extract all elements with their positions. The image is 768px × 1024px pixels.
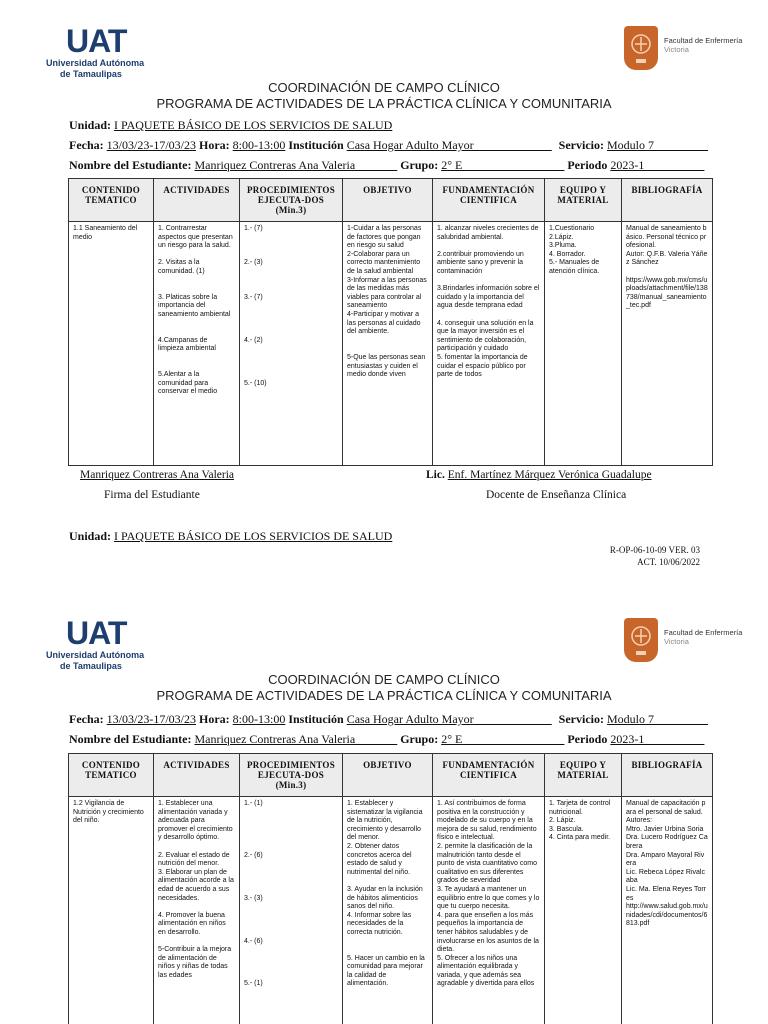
actividades-cell <box>154 222 240 466</box>
column-header: ACTIVIDADES <box>154 179 240 222</box>
hora-value: 8:00-13:00 <box>232 712 286 726</box>
periodo-value: 2023-1__________ <box>610 158 705 172</box>
uat-name-line1: Universidad Autónoma <box>46 650 145 660</box>
hora-label: Hora: <box>199 712 230 726</box>
procedimientos-cell <box>240 797 343 1024</box>
equipo-cell <box>545 222 622 466</box>
cell-text: Manual de saneamiento básico. Personal técnico profesional. Autor: Q.F.B. Valeria Yáñez Sánchez https://www.gob.mx/cms/uploads/attachment/file/138738/manual_saneamiento_tec.pdf <box>626 225 708 310</box>
bibliografia-cell <box>622 222 713 466</box>
column-header: FUNDAMENTACIÓN CIENTIFICA <box>433 754 545 797</box>
cell-text: 1. Así contribuimos de forma positiva en la construcción y modelado de su cuerpo y en la mejora de su salud, rendimiento físico e intelectual. 2. permite la clasificación de la malnutrición tanto desde el punto de vista cuantitativo como cualitativo en sus diferentes grados de severidad 3. Te ayudará a mantener un equilibrio entre lo que comes y lo que tu cuerpo necesita. 4. para que enseñen a los más pequeños la importancia de tener hábitos saludables y de involucrarse en los asuntos de la dieta. 5. Ofrecer a los niños una alimentación equilibrada y variada, y que además sea agradable y divertida para ellos <box>437 800 540 988</box>
student-signature-name: Manriquez Contreras Ana Valeria <box>80 469 235 481</box>
uat-logo <box>46 616 186 672</box>
uat-name-line1: Universidad Autónoma <box>46 58 145 68</box>
document-subtitle: PROGRAMA DE ACTIVIDADES DE LA PRÁCTICA CLÍNICA Y COMUNITARIA <box>156 96 612 111</box>
grupo-value: 2° E_________________ <box>441 732 565 746</box>
column-header: CONTENIDO TEMATICO <box>69 754 154 797</box>
institucion-value: Casa Hogar Adulto Mayor_____________ <box>346 138 552 152</box>
fecha-line <box>69 138 708 153</box>
faculty-logo <box>624 26 744 74</box>
unidad-label: Unidad: <box>69 529 112 543</box>
cell-text: 1.Cuestionario 2.Lápiz. 3.Pluma. 4. Borrador. 5.- Manuales de atención clínica. <box>549 225 600 275</box>
equipo-cell <box>545 797 622 1024</box>
institucion-label: Institución <box>288 712 344 726</box>
nombre-label: Nombre del Estudiante: <box>69 158 192 172</box>
periodo-label: Periodo <box>567 732 608 746</box>
document-page-2 <box>0 592 768 1024</box>
grupo-label: Grupo: <box>400 732 439 746</box>
periodo-value: 2023-1__________ <box>610 732 705 746</box>
activities-table <box>68 753 713 1024</box>
fecha-value: 13/03/23-17/03/23 <box>106 712 196 726</box>
cell-text: 1.- (7) 2.- (3) 3.- (7) 4.- (2) 5.- (10) <box>244 225 267 387</box>
grupo-label: Grupo: <box>400 158 439 172</box>
institucion-label: Institución <box>288 138 344 152</box>
cell-text: 1. Contrarrestar aspectos que presentan un riesgo para la salud. 2. Visitas a la comunidad. (1) 3. Platicas sobre la importancia del saneamiento ambiental 4.Campanas de limpieza ambiental 5.Alentar a la comunidad para conservar el medio <box>158 225 233 396</box>
cell-text: 1.1 Saneamiento del medio <box>73 225 138 241</box>
nombre-line <box>69 158 704 173</box>
uat-logo-mark: UAT <box>66 615 127 651</box>
cell-text: 1.2 Vigilancia de Nutrición y crecimiento del niño. <box>73 800 144 825</box>
grupo-value: 2° E_________________ <box>441 158 565 172</box>
faculty-seal-icon <box>624 26 658 70</box>
column-header: ACTIVIDADES <box>154 754 240 797</box>
reference-code: R-OP-06-10-09 VER. 03 <box>609 545 700 555</box>
cell-text: 1-Cuidar a las personas de factores que pongan en riesgo su salud 2-Colaborar para un correcto mantenimiento de la salud ambiental 3-Informar a las personas de las medidas más viables para controlar al saneamiento 4-Participar y motivar a las personas al cuidado del ambiente. 5-Que las personas sean entusiastas y cuiden el medio donde viven <box>347 225 427 379</box>
cell-text: 1. alcanzar niveles crecientes de salubridad ambiental. 2.contribuir promoviendo un ambiente sano y prevenir la contaminación 3.Brindarles información sobre el cuidado y la importancia del agua desde temprana edad 4. conseguir una solución en la que la mayor inversión es el sentimiento de colaboración, participación y cuidado 5. fomentar la importancia de cuidar el espacio público por parte de todos <box>437 225 540 379</box>
column-header: CONTENIDO TEMATICO <box>69 179 154 222</box>
nombre-value: Manriquez Contreras Ana Valeria_______ <box>194 732 398 746</box>
contenido-cell <box>69 222 154 466</box>
document-subtitle: PROGRAMA DE ACTIVIDADES DE LA PRÁCTICA CLÍNICA Y COMUNITARIA <box>156 688 612 703</box>
unidad-repeat-line <box>69 529 392 544</box>
fundamentacion-cell <box>433 222 545 466</box>
faculty-name <box>664 628 742 646</box>
document-title: COORDINACIÓN DE CAMPO CLÍNICO <box>268 80 500 95</box>
table-header-row <box>69 179 713 222</box>
procedimientos-cell <box>240 222 343 466</box>
cell-text: 1.- (1) 2.- (6) 3.- (3) 4.- (6) 5.- (1) <box>244 800 263 988</box>
faculty-logo <box>624 618 744 666</box>
column-header: EQUIPO Y MATERIAL <box>545 179 622 222</box>
uat-logo-mark: UAT <box>66 23 127 59</box>
table-row <box>69 797 713 1024</box>
teacher-signature <box>426 469 652 481</box>
faculty-name <box>664 36 742 54</box>
student-signature-caption: Firma del Estudiante <box>104 489 200 501</box>
faculty-line1: Facultad de Enfermería <box>664 628 743 637</box>
table-header-row <box>69 754 713 797</box>
uat-name-line2: de Tamaulipas <box>60 69 122 79</box>
objetivo-cell <box>343 222 433 466</box>
nombre-value: Manriquez Contreras Ana Valeria_______ <box>194 158 398 172</box>
servicio-value: Modulo 7_________ <box>607 138 709 152</box>
servicio-value: Modulo 7_________ <box>607 712 709 726</box>
actividades-cell <box>154 797 240 1024</box>
unidad-label: Unidad: <box>69 118 112 132</box>
institucion-value: Casa Hogar Adulto Mayor_____________ <box>346 712 552 726</box>
document-title: COORDINACIÓN DE CAMPO CLÍNICO <box>268 672 500 687</box>
column-header: BIBLIOGRAFÍA <box>622 754 713 797</box>
objetivo-cell <box>343 797 433 1024</box>
fecha-value: 13/03/23-17/03/23 <box>106 138 196 152</box>
fecha-label: Fecha: <box>69 712 104 726</box>
teacher-signature-caption: Docente de Enseñanza Clínica <box>486 489 627 501</box>
uat-name-line2: de Tamaulipas <box>60 661 122 671</box>
periodo-label: Periodo <box>567 158 608 172</box>
activities-table <box>68 178 713 466</box>
faculty-line1: Facultad de Enfermería <box>664 36 743 45</box>
hora-value: 8:00-13:00 <box>232 138 286 152</box>
column-header: OBJETIVO <box>343 179 433 222</box>
contenido-cell <box>69 797 154 1024</box>
teacher-title: Lic. <box>426 469 445 481</box>
uat-logo <box>46 24 186 80</box>
servicio-label: Servicio: <box>558 138 604 152</box>
cell-text: Manual de capacitación para el personal de salud. Autores: Mtro. Javier Urbina Soria Dra. Lucero Rodríguez Cabrera Dra. Amparo Mayoral Rivera Lic. Rebeca López Rivalcaba Lic. Ma. Elena Reyes Torres http://www.salud.gob.mx/unidades/cdi/documentos/6813.pdf <box>626 800 708 928</box>
servicio-label: Servicio: <box>558 712 604 726</box>
unidad-line <box>69 118 392 133</box>
hora-label: Hora: <box>199 138 230 152</box>
fecha-label: Fecha: <box>69 138 104 152</box>
column-header: PROCEDIMIENTOS EJECUTA-DOS (Min.3) <box>240 754 343 797</box>
column-header: OBJETIVO <box>343 754 433 797</box>
unidad-value: I PAQUETE BÁSICO DE LOS SERVICIOS DE SALUD <box>114 529 393 543</box>
column-header: EQUIPO Y MATERIAL <box>545 754 622 797</box>
column-header: PROCEDIMIENTOS EJECUTA-DOS (Min.3) <box>240 179 343 222</box>
bibliografia-cell <box>622 797 713 1024</box>
teacher-name: Enf. Martínez Márquez Verónica Guadalupe <box>447 469 652 481</box>
unidad-value: I PAQUETE BÁSICO DE LOS SERVICIOS DE SALUD <box>114 118 393 132</box>
fecha-line <box>69 712 708 727</box>
document-reference <box>610 544 700 568</box>
cell-text: 1. Establecer una alimentación variada y adecuada para promover el crecimiento y desarrollo óptimo. 2. Evaluar el estado de nutrición del menor. 3. Elaborar un plan de alimentación acorde a la edad de acuerdo a sus necesidades. 4. Promover la buena alimentación en niños en desarrollo. 5-Contribuir a la mejora de alimentación de niños y niñas de todas las edades <box>158 800 234 979</box>
faculty-line2: Victoria <box>664 637 689 646</box>
faculty-seal-icon <box>624 618 658 662</box>
nombre-line <box>69 732 704 747</box>
column-header: FUNDAMENTACIÓN CIENTIFICA <box>433 179 545 222</box>
fundamentacion-cell <box>433 797 545 1024</box>
reference-date: ACT. 10/06/2022 <box>637 557 700 567</box>
faculty-line2: Victoria <box>664 45 689 54</box>
nombre-label: Nombre del Estudiante: <box>69 732 192 746</box>
cell-text: 1. Establecer y sistematizar la vigilancia de la nutrición, crecimiento y desarrollo del menor. 2. Obtener datos concretos acerca del estado de salud y nutrimental del niño. 3. Ayudar en la inclusión de hábitos alimenticios sanos del niño. 4. Informar sobre las necesidades de la correcta nutrición. 5. Hacer un cambio en la comunidad para mejorar la calidad de alimentación. <box>347 800 425 988</box>
table-row <box>69 222 713 466</box>
column-header: BIBLIOGRAFÍA <box>622 179 713 222</box>
cell-text: 1. Tarjeta de control nutricional. 2. Lápiz. 3. Bascula. 4. Cinta para medir. <box>549 800 611 842</box>
